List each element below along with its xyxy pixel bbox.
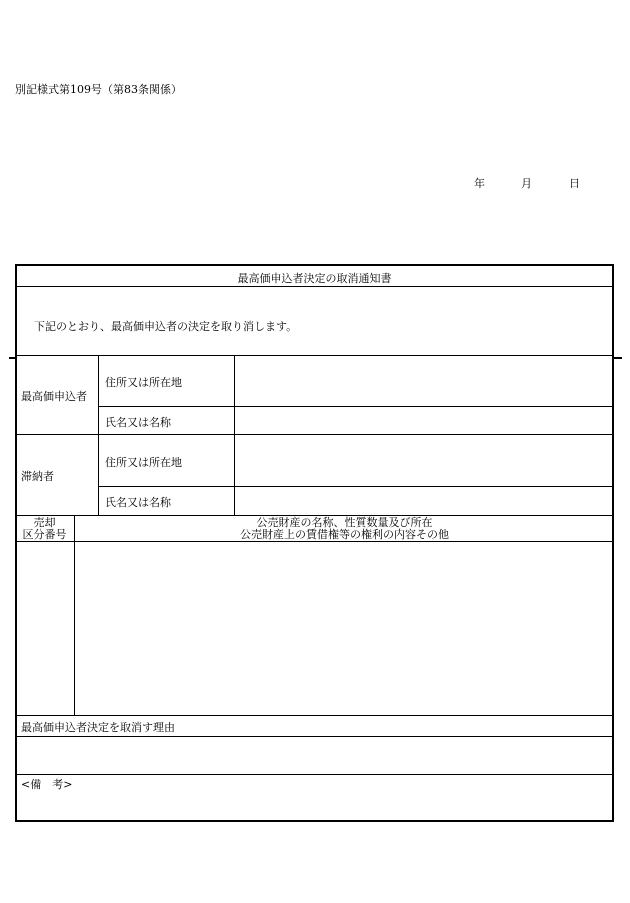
party1-label-divider xyxy=(234,355,235,434)
party-role-highest-bidder: 最高価申込者 xyxy=(21,390,87,403)
sale-section-header-line2: 区分番号 xyxy=(22,528,67,541)
party2-role-divider xyxy=(98,434,99,515)
date-year-label: 年 xyxy=(474,177,485,190)
sale-section-number-cell[interactable] xyxy=(16,543,73,713)
party1-address-label: 住所又は所在地 xyxy=(105,376,182,389)
party2-row-divider xyxy=(98,486,614,487)
party2-label-divider xyxy=(234,434,235,515)
parties-top-divider xyxy=(15,355,614,356)
party1-name-label: 氏名又は名称 xyxy=(105,416,171,429)
sale-section-header-line1: 売却 xyxy=(33,516,56,529)
lead-text: 下記のとおり、最高価申込者の決定を取り消します。 xyxy=(34,320,298,333)
reason-label-divider xyxy=(15,736,614,737)
date-month-label: 月 xyxy=(521,177,532,190)
party2-name-label: 氏名又は名称 xyxy=(105,496,171,509)
form-number: 別記様式第109号（第83条関係） xyxy=(15,83,182,96)
party1-bottom-divider xyxy=(15,434,614,435)
party1-row-divider xyxy=(98,406,614,407)
date-day-label: 日 xyxy=(569,177,580,190)
cancellation-reason-label: 最高価申込者決定を取消す理由 xyxy=(21,721,175,734)
property-header-divider xyxy=(15,541,614,542)
title-divider xyxy=(15,286,614,287)
fold-mark-left xyxy=(9,357,16,359)
property-header-line2: 公売財産上の賃借権等の権利の内容その他 xyxy=(240,528,449,541)
remarks-label: <備 考> xyxy=(21,778,73,791)
document-title: 最高価申込者決定の取消通知書 xyxy=(237,272,392,285)
property-header-line1: 公売財産の名称、性質数量及び所在 xyxy=(256,516,433,529)
fold-mark-right xyxy=(614,357,622,359)
property-description-cell[interactable] xyxy=(76,543,612,713)
property-bottom-divider xyxy=(15,715,614,716)
party-role-delinquent: 滞納者 xyxy=(21,470,54,483)
property-description-header xyxy=(75,517,614,541)
property-column-divider xyxy=(74,515,75,715)
reason-bottom-divider xyxy=(15,774,614,775)
party1-role-divider xyxy=(98,355,99,434)
sale-section-number-header xyxy=(15,517,74,541)
party2-address-label: 住所又は所在地 xyxy=(105,456,182,469)
